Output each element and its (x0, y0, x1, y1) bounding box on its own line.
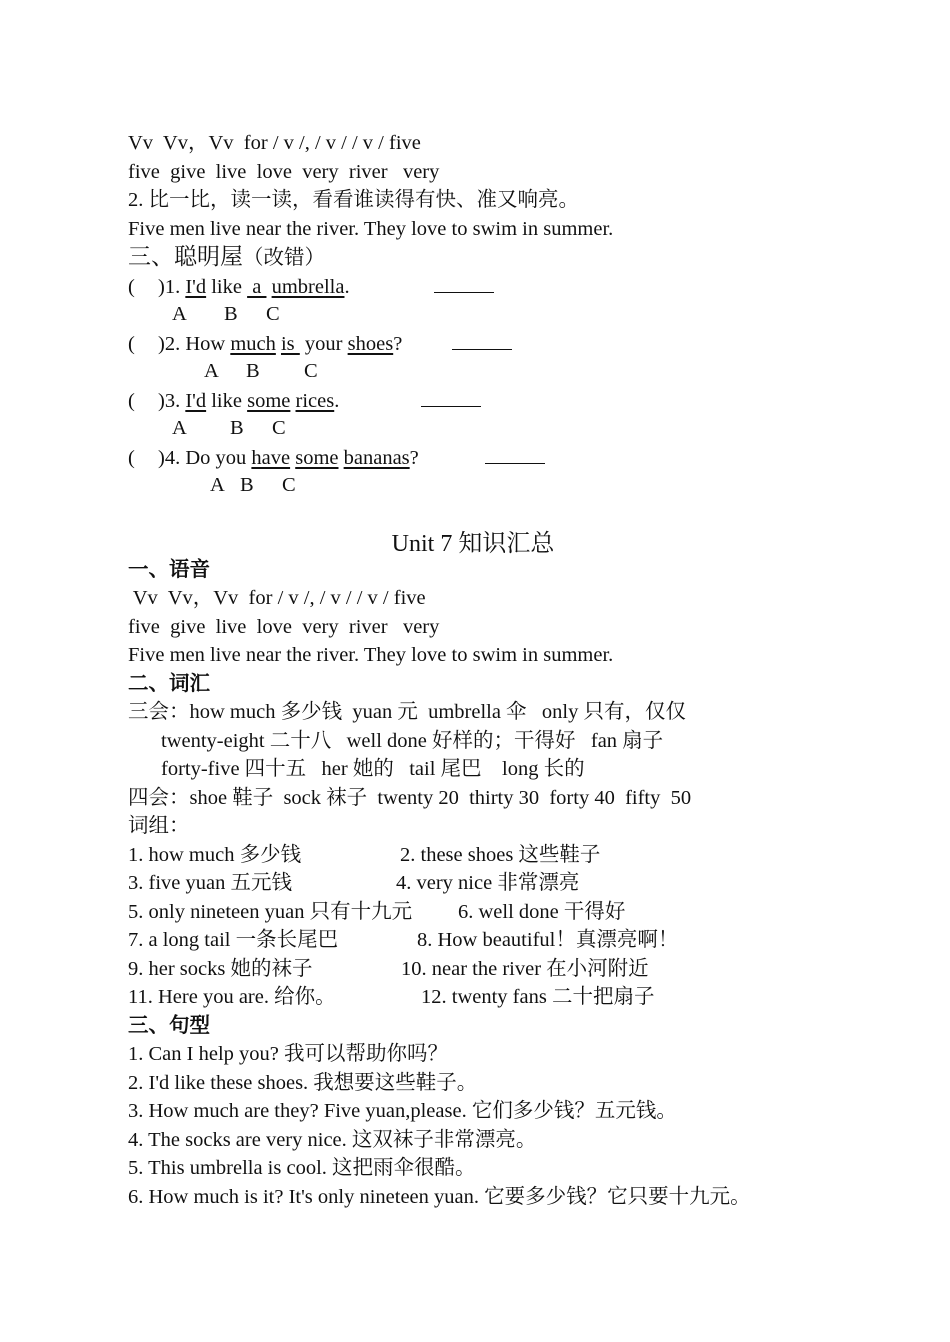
label-a: A (210, 474, 225, 496)
label-c: C (304, 360, 318, 382)
vocab-line-4: 四会：shoe 鞋子 sock 袜子 twenty 20 thirty 30 forty 40 fifty 50 (128, 786, 692, 809)
phrase-item: 2. these shoes 这些鞋子 (400, 843, 601, 866)
answer-paren: ( (128, 275, 135, 298)
words-line: five give live love very river very (128, 615, 440, 638)
sentence-item: 3. How much are they? Five yuan,please. 它们多少钱？五元钱。 (128, 1100, 677, 1122)
exercise-1 (128, 272, 888, 301)
unit-title: Unit 7 知识汇总 (391, 530, 555, 557)
vocab-line-1: 三会：how much 多少钱 yuan 元 umbrella 伞 only 只有，仅仅 (128, 701, 687, 723)
phrase-item: 5. only nineteen yuan 只有十九元 (128, 900, 413, 923)
phrase-item: 1. how much 多少钱 (128, 843, 302, 866)
section3-title: 三、聪明屋 (128, 244, 243, 269)
phrase-item: 4. very nice 非常漂亮 (396, 872, 580, 894)
instruction-line: 2. 比一比，读一读，看看谁读得有快、准又响亮。 (128, 189, 579, 211)
label-c: C (266, 303, 280, 325)
label-c: C (282, 474, 296, 496)
phrase-row (128, 869, 888, 898)
exercise-number: )1. (158, 275, 186, 298)
section3-subtitle: （改错） (243, 247, 325, 269)
label-b: B (246, 360, 260, 382)
exercise-number: )3. (158, 389, 186, 412)
phrase-row (128, 926, 888, 955)
phonics-line: Vv Vv，Vv for / v /, / v / / v / five (128, 132, 421, 154)
error-option-a: I'd (185, 275, 207, 298)
error-option-a: much (230, 332, 276, 355)
phrase-item: 6. well done 干得好 (458, 900, 626, 923)
answer-paren: ( (128, 389, 135, 412)
answer-blank[interactable] (452, 329, 512, 350)
sentence-item: 1. Can I help you? 我可以帮助你吗？ (128, 1043, 448, 1065)
phrase-row (128, 983, 888, 1012)
phrase-item: 9. her socks 她的袜子 (128, 957, 313, 980)
section-phonics-heading: 一、语音 (128, 558, 210, 581)
error-option-b: some (295, 446, 339, 469)
phrases-label: 词组： (128, 815, 190, 837)
exercise-text: ? (409, 446, 419, 469)
label-a: A (172, 303, 187, 325)
phrase-item: 12. twenty fans 二十把扇子 (421, 986, 655, 1008)
error-option-c: bananas (343, 446, 410, 469)
error-option-c: umbrella (271, 275, 345, 298)
error-option-b: some (247, 389, 291, 412)
error-option-b: is (280, 332, 300, 355)
vocab-line-3: forty-five 四十五 her 她的 tail 尾巴 long 长的 (161, 758, 585, 780)
answer-blank[interactable] (434, 272, 494, 293)
tongue-twister: Five men live near the river. They love to swim in summer. (128, 217, 614, 240)
exercise-text: ? (393, 332, 403, 355)
exercise-4-labels (128, 471, 888, 500)
phrase-item: 8. How beautiful！真漂亮啊！ (417, 929, 679, 951)
exercise-number: )2. How (158, 332, 231, 355)
section3-heading (128, 243, 888, 272)
worksheet-page (128, 129, 888, 1211)
answer-paren: ( (128, 446, 135, 469)
label-b: B (240, 474, 254, 496)
phrase-item: 11. Here you are. 给你。 (128, 986, 336, 1008)
phonics-line: Vv Vv，Vv for / v /, / v / / v / five (128, 587, 426, 609)
sentence-item: 2. I'd like these shoes. 我想要这些鞋子。 (128, 1071, 478, 1094)
error-option-c: shoes (347, 332, 394, 355)
words-line: five give live love very river very (128, 160, 440, 183)
exercise-3-labels (128, 414, 888, 443)
sentence-item: 5. This umbrella is cool. 这把雨伞很酷。 (128, 1157, 476, 1179)
phrase-row (128, 898, 888, 927)
label-a: A (172, 417, 187, 439)
error-option-b: a (247, 275, 267, 298)
error-option-a: have (251, 446, 291, 469)
sentence-item: 4. The socks are very nice. 这双袜子非常漂亮。 (128, 1128, 537, 1151)
phrase-item: 3. five yuan 五元钱 (128, 872, 292, 894)
exercise-4 (128, 443, 888, 472)
exercise-1-labels (128, 300, 888, 329)
exercise-2 (128, 329, 888, 358)
phrase-row (128, 841, 888, 870)
label-b: B (230, 417, 244, 439)
phrase-row (128, 955, 888, 984)
exercise-text: your (299, 332, 348, 355)
error-option-a: I'd (185, 389, 207, 412)
exercise-3 (128, 386, 888, 415)
tongue-twister: Five men live near the river. They love to swim in summer. (128, 644, 614, 666)
label-c: C (272, 417, 286, 439)
vocab-line-2: twenty-eight 二十八 well done 好样的；干得好 fan 扇子 (161, 729, 664, 752)
answer-blank[interactable] (421, 386, 481, 407)
exercise-2-labels (128, 357, 888, 386)
exercise-text: . (344, 275, 350, 298)
section-sentences-heading: 三、句型 (128, 1014, 210, 1037)
phrase-item: 7. a long tail 一条长尾巴 (128, 929, 339, 951)
phrase-item: 10. near the river 在小河附近 (401, 957, 649, 980)
answer-blank[interactable] (485, 443, 545, 464)
answer-paren: ( (128, 332, 135, 355)
exercise-number: )4. Do you (158, 446, 252, 469)
exercise-text: . (334, 389, 340, 412)
label-a: A (204, 360, 219, 382)
section-vocab-heading: 二、词汇 (128, 672, 210, 695)
exercise-text: like (206, 275, 248, 298)
exercise-text: like (206, 389, 248, 412)
error-option-c: rices (295, 389, 335, 412)
label-b: B (224, 303, 238, 325)
sentence-item: 6. How much is it? It's only nineteen yuan. 它要多少钱？它只要十九元。 (128, 1185, 751, 1208)
